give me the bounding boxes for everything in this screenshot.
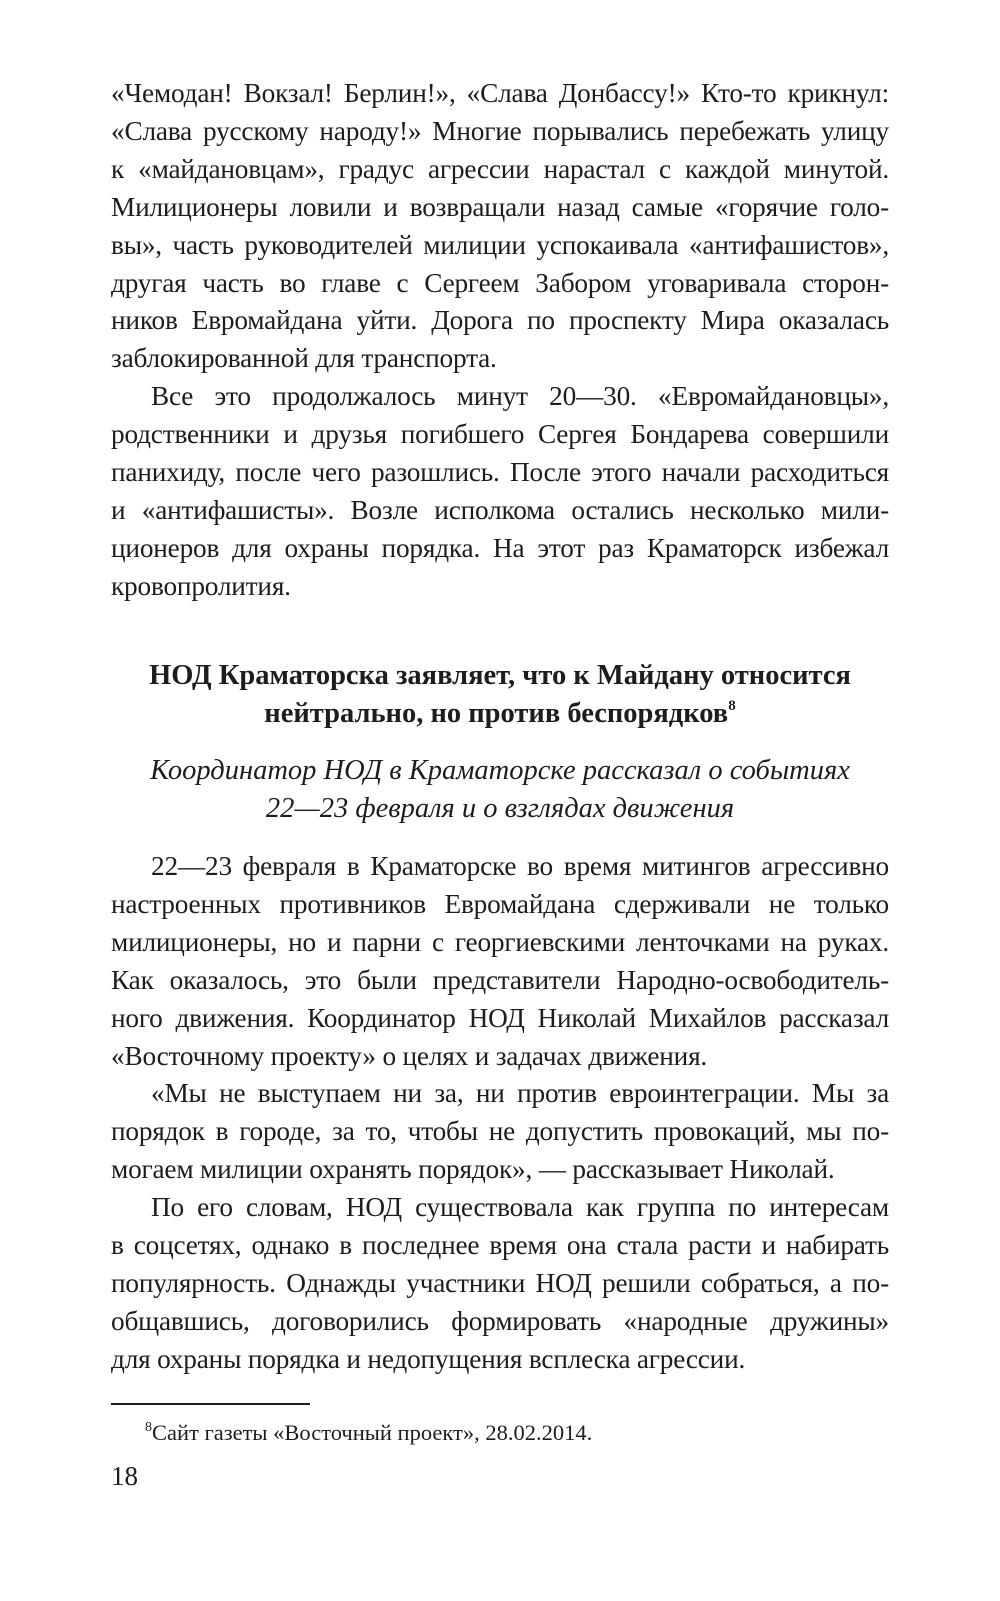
text-line: милиционеры, но и парни с георгиевскими ленточками на руках. [111, 926, 889, 957]
text-line: ционеров для охраны порядка. На этот раз Краматорск избежал [111, 532, 889, 563]
paragraph-3 [111, 848, 889, 1075]
text-line: Как оказалось, это были представители Народно-освободитель- [111, 964, 889, 995]
paragraph-1 [111, 75, 889, 378]
text-line: и «антифашисты». Возле исполкома остались несколько мили- [111, 494, 889, 525]
text-line: 22—23 февраля в Краматорске во время митингов агрессивно [151, 851, 889, 881]
text-line: в соцсетях, однако в последнее время она стала расти и набирать [111, 1229, 889, 1260]
paragraph-5 [111, 1189, 889, 1379]
heading-line: НОД Краматорска заявляет, что к Майдану относится [149, 660, 851, 691]
text-line: «Мы не выступаем ни за, ни против евроинтеграции. Мы за [151, 1078, 889, 1108]
subheading-line: Координатор НОД в Краматорске рассказал о событиях [150, 755, 850, 786]
text-line: вы», часть руководителей милиции успокаивала «антифашистов», [111, 229, 889, 260]
text-line: к «майдановцам», градус агрессии нарастал с каждой минутой. [111, 153, 889, 184]
text-line: общавшись, договорились формировать «народные дружины» [111, 1305, 889, 1336]
text-line: могаем милиции охранять порядок», — рассказывает Николай. [111, 1153, 835, 1184]
text-line: настроенных противников Евромайдана сдерживали не только [111, 888, 889, 919]
text-line: ного движения. Координатор НОД Николай Михайлов рассказал [111, 1002, 889, 1033]
text-line: популярность. Однажды участники НОД решили собраться, а по- [111, 1267, 889, 1298]
text-line: «Восточному проекту» о целях и задачах движения. [111, 1040, 708, 1071]
paragraph-4 [111, 1075, 889, 1189]
footnote-ref: 8 [728, 698, 736, 714]
text-line: другая часть во главе с Сергеем Забором уговаривала сторон- [111, 267, 889, 298]
text-line: «Чемодан! Вокзал! Берлин!», «Слава Донбассу!» Кто-то крикнул: [111, 78, 889, 108]
text-line: порядок в городе, за то, чтобы не допустить провокаций, мы по- [111, 1115, 889, 1146]
heading-line: нейтрально, но против беспорядков$^8$ [264, 698, 736, 729]
text-line: для охраны порядка и недопущения всплеска агрессии. [111, 1343, 746, 1374]
page-number: 18 [111, 1461, 138, 1491]
text-line: заблокированной для транспорта. [111, 343, 497, 374]
section-subheading [100, 752, 900, 828]
text-line: ников Евромайдана уйти. Дорога по проспекту Мира оказалась [111, 305, 889, 336]
footnote-text: Сайт газеты «Восточный проект», 28.02.2014. [152, 1420, 593, 1445]
text-line: родственники и друзья погибшего Сергея Бондарева совершили [111, 418, 889, 449]
text-line: «Слава русскому народу!» Многие порывались перебежать улицу [111, 115, 889, 146]
footnote-number: 8 [145, 1420, 152, 1435]
subheading-line: 22—23 февраля и о взглядах движения [265, 793, 735, 824]
text-line: Все это продолжалось минут 20—30. «Евромайдановцы», [151, 381, 889, 411]
text-line: панихиду, после чего разошлись. После этого начали расходиться [111, 456, 889, 487]
text-line: По его словам, НОД существовала как группа по интересам [151, 1192, 889, 1222]
text-line: Милиционеры ловили и возвращали назад самые «горячие голо- [111, 191, 889, 222]
paragraph-2 [111, 378, 889, 605]
footnote [145, 1419, 592, 1447]
text-line: кровопролития. [111, 570, 291, 601]
section-heading [100, 657, 900, 733]
footnote-divider [111, 1403, 310, 1405]
